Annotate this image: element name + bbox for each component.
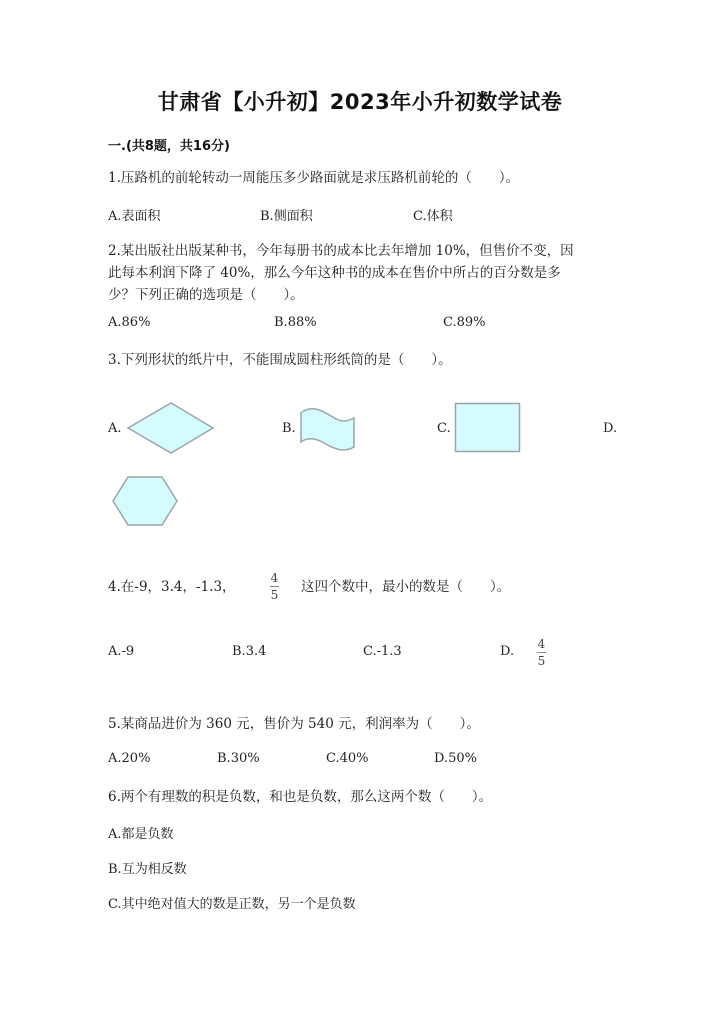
- question-text: 压路机的前轮转动一周能压多少路面就是求压路机前轮的（ ）。: [120, 170, 520, 186]
- question-number: 2.: [108, 243, 121, 259]
- question-text: 两个有理数的积是负数，和也是负数，那么这两个数（ ）。: [120, 789, 493, 805]
- option-text: 86%: [121, 315, 151, 330]
- fraction-denominator: 5: [270, 588, 279, 602]
- q1-option-a[interactable]: [108, 205, 161, 224]
- question-number: 1.: [108, 170, 121, 186]
- q2-option-c[interactable]: [443, 315, 486, 330]
- question-text-line-1: 某出版社出版某种书，今年每册书的成本比去年增加 10%，但售价不变，因: [120, 243, 574, 259]
- q1-option-c[interactable]: [413, 205, 453, 224]
- option-text: -9: [121, 644, 135, 659]
- option-label: C.: [363, 644, 377, 659]
- fraction-numerator: 4: [270, 571, 279, 585]
- question-2: [108, 240, 574, 306]
- question-text: 某商品进价为 360 元，售价为 540 元，利润率为（ ）。: [120, 716, 480, 732]
- option-text: 3.4: [245, 644, 267, 659]
- option-label: B.: [217, 751, 231, 766]
- q5-option-b[interactable]: [217, 751, 260, 766]
- option-label: C.: [326, 751, 340, 766]
- q4-option-c[interactable]: [363, 644, 402, 659]
- question-number: 4.: [108, 579, 121, 595]
- option-text: 侧面积: [273, 209, 313, 224]
- option-text: 体积: [426, 209, 453, 224]
- q4-option-d-fraction: [537, 637, 546, 668]
- question-5: [108, 713, 480, 735]
- fraction-numerator: 4: [537, 637, 546, 651]
- q5-option-d[interactable]: [434, 751, 477, 766]
- q5-option-a[interactable]: [108, 751, 150, 766]
- hexagon-shape[interactable]: [110, 474, 180, 528]
- option-label: B.: [232, 644, 246, 659]
- q5-option-c[interactable]: [326, 751, 369, 766]
- option-label: C.: [413, 209, 427, 224]
- wavy-parallelogram-shape[interactable]: [298, 405, 358, 455]
- q3-option-d-label[interactable]: D.: [603, 421, 618, 436]
- q4-option-b[interactable]: [232, 644, 266, 659]
- question-text-line-3: 少？下列正确的选项是（ ）。: [108, 287, 304, 303]
- q4-option-d[interactable]: [500, 644, 514, 659]
- question-4-fraction: [270, 571, 279, 602]
- q6-option-c[interactable]: [108, 893, 356, 912]
- question-text: 下列形状的纸片中，不能围成圆柱形纸筒的是（ ）。: [120, 352, 452, 368]
- q2-option-a[interactable]: [108, 315, 150, 330]
- option-label: A.: [108, 644, 122, 659]
- page-title: 甘肃省【小升初】2023年小升初数学试卷: [157, 90, 563, 114]
- question-4-suffix: 这四个数中，最小的数是（ ）。: [301, 579, 511, 595]
- q2-option-b[interactable]: [274, 315, 317, 330]
- option-text: 40%: [339, 751, 369, 766]
- option-text: 表面积: [121, 209, 161, 224]
- option-label: B.: [274, 315, 288, 330]
- q3-option-b-label[interactable]: B.: [282, 421, 296, 436]
- q3-option-a-label[interactable]: A.: [108, 421, 122, 436]
- option-label: B.: [260, 209, 274, 224]
- rectangle-shape[interactable]: [454, 402, 522, 454]
- question-text-line-2: 此每本利润下降了 40%，那么今年这种书的成本在售价中所占的百分数是多: [108, 265, 561, 281]
- q1-option-b[interactable]: [260, 205, 313, 224]
- option-label: A.: [108, 315, 122, 330]
- option-text: 都是负数: [121, 827, 174, 842]
- option-label: A.: [108, 209, 122, 224]
- question-1: [108, 167, 519, 189]
- option-label: C.: [443, 315, 457, 330]
- q4-option-a[interactable]: [108, 644, 134, 659]
- option-label: D.: [500, 644, 515, 659]
- rhombus-shape[interactable]: [125, 400, 217, 456]
- question-number: 3.: [108, 352, 121, 368]
- question-number: 6.: [108, 789, 121, 805]
- q6-option-b[interactable]: [108, 858, 187, 877]
- option-text: 30%: [230, 751, 260, 766]
- option-label: D.: [434, 751, 449, 766]
- q6-option-a[interactable]: [108, 823, 174, 842]
- option-text: 其中绝对值大的数是正数，另一个是负数: [121, 897, 356, 912]
- option-text: -1.3: [376, 644, 402, 659]
- question-6: [108, 786, 492, 808]
- option-text: 互为相反数: [121, 862, 187, 877]
- question-3: [108, 349, 452, 371]
- question-4-prefix: [108, 576, 236, 598]
- section-header: 一.(共8题，共16分): [108, 139, 230, 154]
- q3-option-c-label[interactable]: C.: [437, 421, 451, 436]
- question-number: 5.: [108, 716, 121, 732]
- option-text: 20%: [121, 751, 151, 766]
- fraction-denominator: 5: [537, 654, 546, 668]
- option-label: A.: [108, 751, 122, 766]
- option-label: B.: [108, 862, 122, 877]
- option-label: A.: [108, 827, 122, 842]
- option-text: 88%: [287, 315, 317, 330]
- question-text-before: 在-9，3.4，-1.3，: [120, 579, 236, 595]
- option-label: C.: [108, 897, 122, 912]
- option-text: 50%: [448, 751, 477, 766]
- option-text: 89%: [456, 315, 486, 330]
